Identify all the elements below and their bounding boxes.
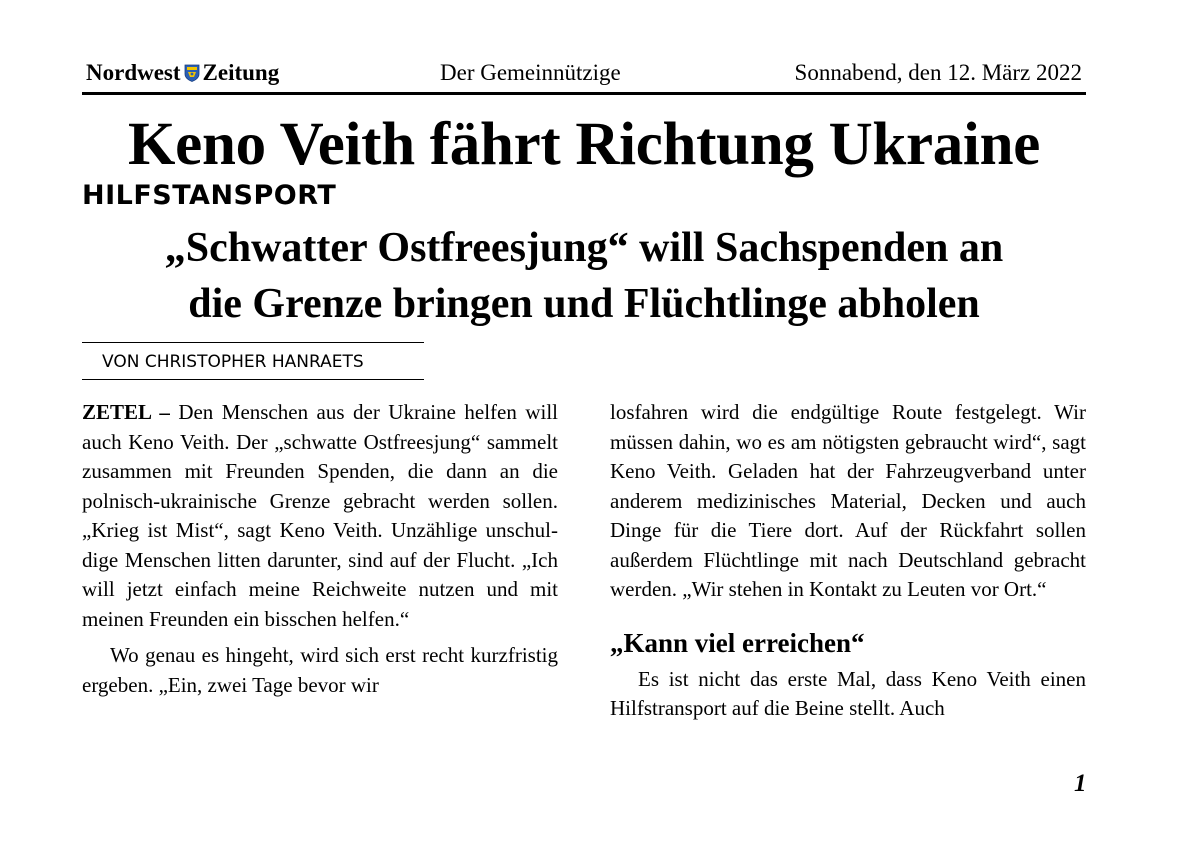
subhead-line-1: „Schwatter Ostfreesjung“ will Sachspenden an	[164, 225, 1004, 271]
issue-date: Sonnabend, den 12. März 2022	[794, 60, 1082, 85]
paragraph-1	[82, 398, 558, 634]
crosshead: „Kann viel erreichen“	[610, 627, 865, 658]
paragraph-1-text: Den Menschen aus der Ukraine helfen will auch Keno Veith. Der „schwatte Ostfreesjung“ sammelt zusammen mit Freunden Spenden, die dann an die polnisch-ukrainische Grenze gebracht werden sollen. „Krieg ist Mist“, sagt Keno Veith. Unzählige unschuldige Menschen litten darunter, sind auf der Flucht. „Ich will jetzt einfach meine Reichweite nutzen und mit meinen Freunden ein bisschen helfen.“	[82, 400, 558, 631]
coat-of-arms-icon	[184, 64, 200, 82]
paper-name[interactable]	[86, 60, 279, 86]
article-kicker: HILFSTANSPORT	[82, 180, 337, 211]
article-headline: Keno Veith fährt Richtung Ukraine	[128, 111, 1040, 178]
paragraph-2-continued: losfahren wird die endgültige Route festgelegt. Wir müssen dahin, wo es am nötigsten gebraucht wird“, sagt Keno Veith. Geladen hat der Fahrzeugverband unter anderem medizinisches Material, Decken und auch Dinge für die Tiere dort. Auf der Rückfahrt sollen außerdem Flüchtlinge mit nach Deutschland gebracht werden. „Wir stehen in Kontakt zu Leuten vor Ort.“	[610, 400, 1086, 601]
page-number: 1	[1074, 770, 1087, 797]
masthead	[82, 56, 1086, 95]
paragraph-3: Es ist nicht das erste Mal, dass Keno Veith einen Hilfstransport auf die Beine stellt. Auch	[610, 666, 1086, 720]
article-subhead	[82, 220, 1086, 332]
subhead-line-2: die Grenze bringen und Flüchtlinge abholen	[188, 281, 980, 327]
column-left	[82, 398, 558, 700]
column-right	[610, 398, 1086, 724]
paper-name-part1: Nordwest	[86, 60, 181, 85]
dateline: ZETEL –	[82, 400, 170, 424]
paragraph-2: Wo genau es hingeht, wird sich erst recht kurzfristig ergeben. „Ein, zwei Tage bevor wir	[82, 643, 558, 697]
article-byline: VON CHRISTOPHER HANRAETS	[82, 342, 424, 380]
paper-name-part2: Zeitung	[202, 60, 280, 85]
paper-tagline: Der Gemeinnützige	[440, 60, 621, 85]
